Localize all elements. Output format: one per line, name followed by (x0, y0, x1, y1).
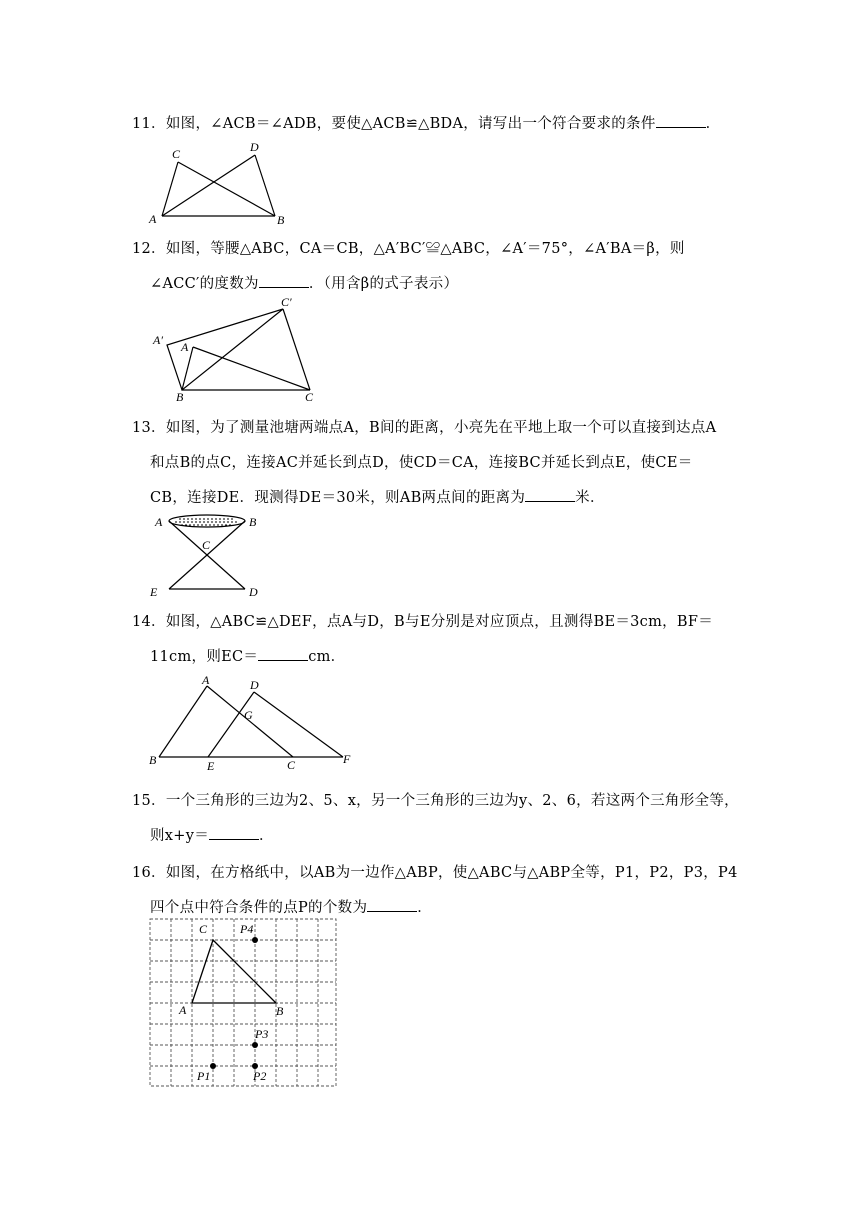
q11-stem: 11．如图，∠ACB＝∠ADB，要使△ACB≌△BDA，请写出一个符合要求的条件 (132, 116, 656, 132)
q16-label-a: A (179, 1003, 187, 1017)
q12-label-c-prime: C′ (281, 295, 292, 309)
q16-tail: ． (417, 900, 433, 916)
q14-label-d: D (250, 678, 259, 692)
q16-label-p3: P3 (255, 1027, 269, 1041)
q13-label-b: B (249, 515, 257, 529)
q14-label-a: A (202, 673, 210, 687)
q14-label-b: B (149, 753, 157, 767)
q13-figure (145, 508, 275, 600)
q16-label-p4: P4 (240, 922, 254, 936)
q12-line2 (150, 272, 458, 293)
q13-answer-blank[interactable] (525, 487, 575, 502)
q15-stem2: 则x+y＝ (150, 828, 210, 844)
q12-label-b: B (176, 390, 184, 404)
q13-line1: 13．如图，为了测量池塘两端点A，B间的距离，小亮先在平地上取一个可以直接到达点A (132, 420, 717, 436)
q11-tail: ． (705, 116, 721, 132)
q11-figure (145, 140, 295, 228)
q16-label-c: C (199, 922, 208, 936)
q11-label-d: D (250, 140, 259, 154)
q12-label-a-prime: A′ (153, 333, 163, 347)
q13-label-a: A (155, 515, 163, 529)
q14-figure (145, 672, 360, 772)
q13-label-e: E (150, 585, 158, 599)
q15-line1: 15．一个三角形的三边为2、5、x，另一个三角形的三边为y、2、6，若这两个三角形全等， (132, 793, 739, 809)
q14-label-g: G (244, 708, 253, 722)
q16-grid-figure (145, 914, 340, 1089)
q14-stem2: 11cm，则EC＝ (150, 649, 259, 665)
q13-label-c: C (202, 538, 211, 552)
q13-line2: 和点B的点C，连接AC并延长到点D，使CD＝CA，连接BC并延长到点E，使CE＝ (150, 455, 693, 471)
q11-label-b: B (277, 213, 285, 227)
q14-answer-blank[interactable] (258, 646, 308, 661)
q14-label-e: E (207, 759, 215, 772)
q16-label-p1: P1 (197, 1069, 211, 1083)
q16-line1: 16．如图，在方格纸中，以AB为一边作△ABP，使△ABC与△ABP全等，P1，P2，P3，P4 (132, 865, 738, 881)
q11-label-a: A (149, 212, 157, 226)
q13-label-d: D (249, 585, 258, 599)
q12-tail: ．（用含β的式子表示） (308, 276, 459, 292)
q12-figure (145, 295, 335, 405)
q12-answer-blank[interactable] (259, 273, 309, 288)
q12-line1: 12．如图，等腰△ABC，CA＝CB，△A′BC′≌△ABC，∠A′＝75°，∠A′BA＝β，则 (132, 241, 685, 257)
q15-answer-blank[interactable] (209, 825, 259, 840)
q13-line3 (150, 486, 605, 507)
q12-label-a: A (181, 340, 189, 354)
q14-line1: 14．如图，△ABC≌△DEF，点A与D，B与E分别是对应顶点，且测得BE＝3cm，BF＝ (132, 614, 714, 630)
q14-label-c: C (287, 758, 296, 772)
q15-line2 (150, 824, 274, 845)
q14-line2 (150, 645, 345, 666)
q16-stem2: 四个点中符合条件的点P的个数为 (150, 900, 368, 916)
q13-tail: 米． (575, 490, 605, 506)
q16-answer-blank[interactable] (367, 897, 417, 912)
q15-tail: ． (259, 828, 274, 844)
q12-stem2: ∠ACC′的度数为 (150, 276, 259, 292)
q16-label-p2: P2 (253, 1069, 267, 1083)
q12-label-c: C (305, 390, 314, 404)
q14-tail: cm． (308, 649, 346, 665)
q16-label-b: B (276, 1004, 284, 1018)
q14-label-f: F (343, 752, 351, 766)
q11-label-c: C (172, 147, 181, 161)
q13-stem3: CB，连接DE．现测得DE＝30米，则AB两点间的距离为 (150, 490, 526, 506)
q11-text (132, 112, 720, 133)
q11-answer-blank[interactable] (656, 113, 706, 128)
